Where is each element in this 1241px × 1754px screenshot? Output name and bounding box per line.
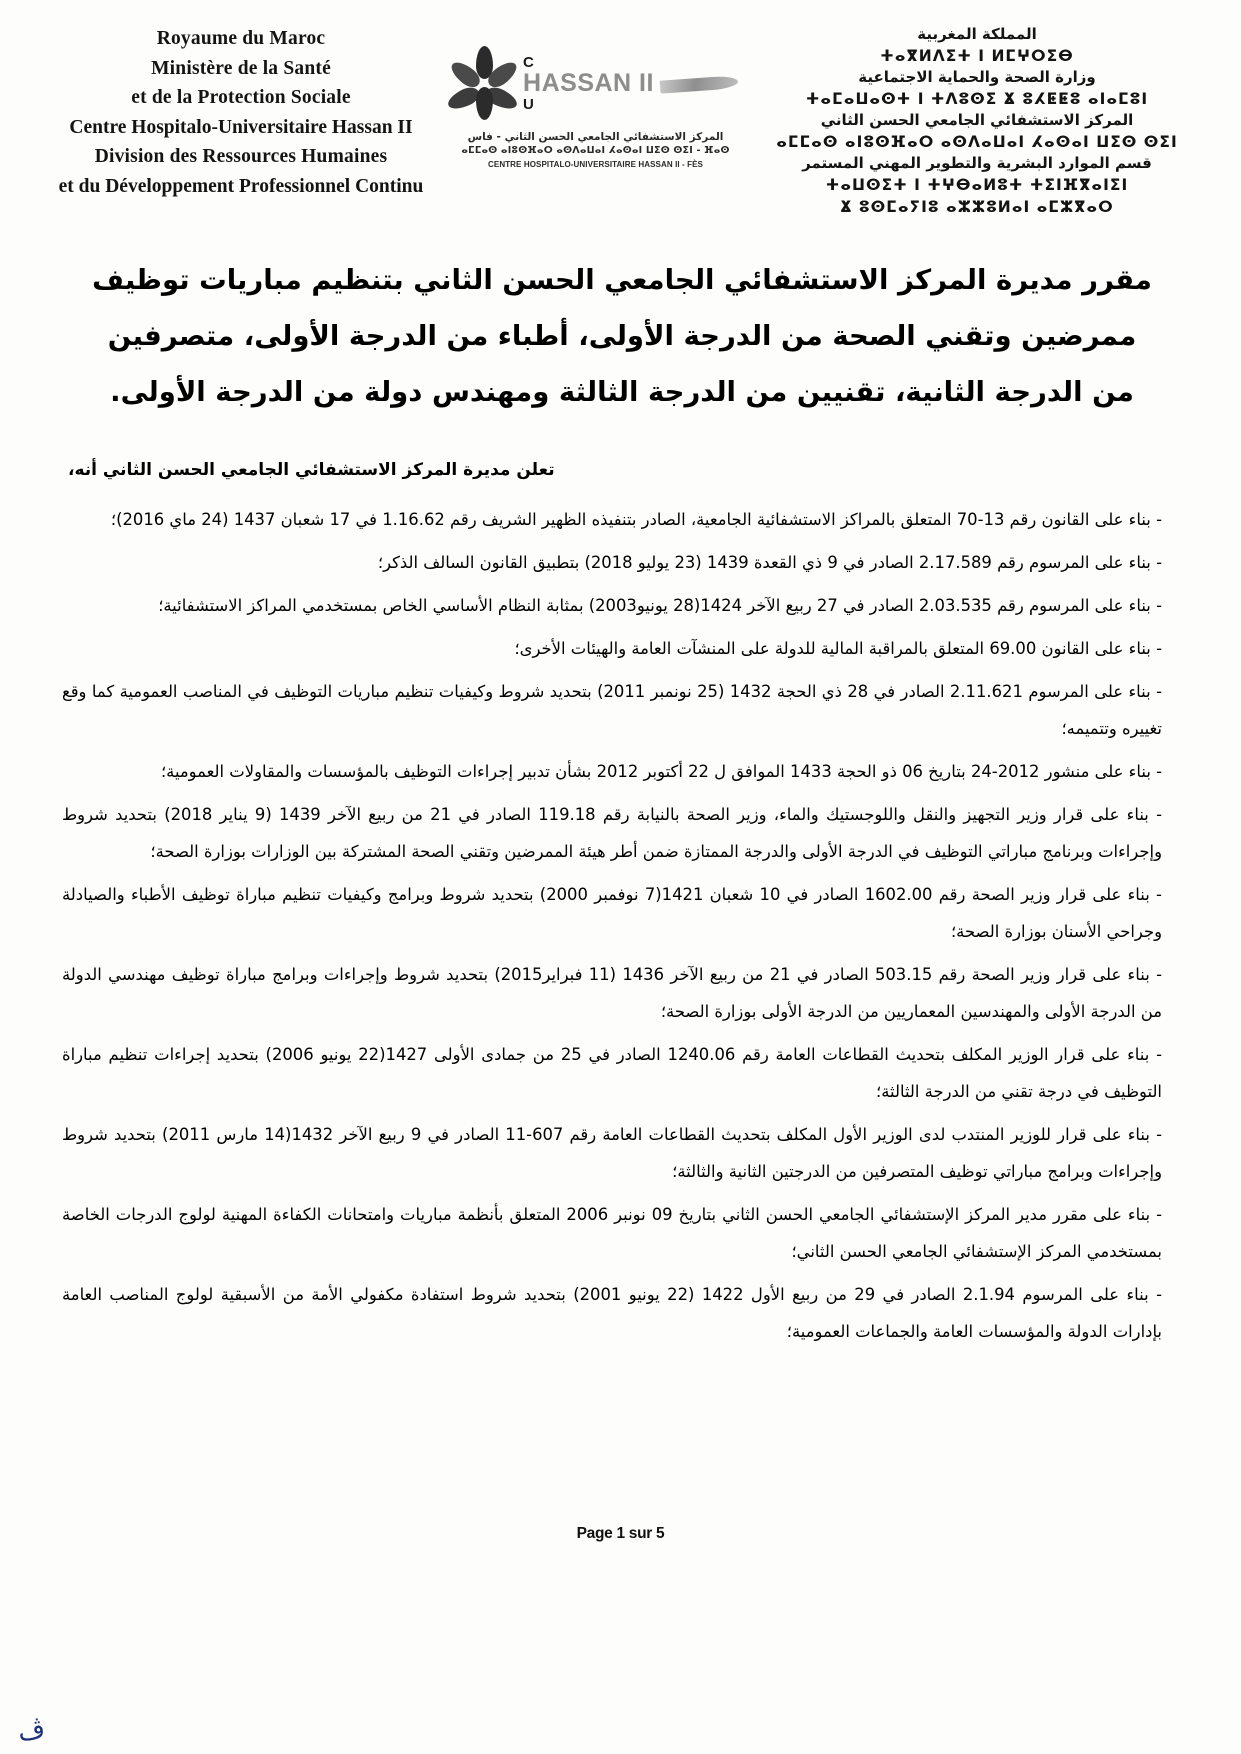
chu-logo [436,24,756,172]
clause-item: - بناء على قرار الوزير المكلف بتحديث القطاعات العامة رقم 1240.06 الصادر في 25 من جمادى الأولى 1427(22 يونيو 2006) بتحديد إجراءات تنظيم مباراة التوظيف في درجة تقني من الدرجة الثالثة؛ [62,1045,1162,1101]
document-header [0,24,1241,224]
clause-item: - بناء على المرسوم رقم 2.03.535 الصادر في 27 ربيع الآخر 1424(28 يونيو2003) بمثابة النظام الأساسي الخاص بمستخدمي المراكز الاستشفائية؛ [158,596,1162,615]
title-line-2: الصحة من الدرجة الأولى، أطباء من الدرجة الأولى، متصرفين من الدرجة الثانية، تقنيين من الدرجة [107,320,1134,408]
clause-item: - بناء على المرسوم 2.1.94 الصادر في 29 من ربيع الأول 1422 (22 يونيو 2001) بتحديد شروط استفادة مكفولي الأمة من الأسبقية لولوج المناصب العامة بإدارات الدولة والمؤسسات العامة والجماعات العمومية؛ [62,1285,1162,1341]
header-ar-line-5: المركز الاستشفائي الجامعي الحسن الثاني [820,111,1134,129]
logo-lockup [436,46,756,120]
header-arabic-block [761,24,1241,218]
logo-wordmark [523,55,654,112]
header-ar-line-1: المملكة المغربية [917,25,1037,43]
header-ar-line-2: ⵜⴰⴳⵍⴷⵉⵜ ⵏ ⵍⵎⵖⵔⵉⴱ [880,47,1074,65]
logo-caption-arabic: المركز الاستشفائي الجامعي الحسن الثاني - فاس [467,131,724,143]
title-line-1: مقرر مديرة المركز الاستشفائي الجامعي الحسن الثاني بتنظيم مباريات توظيف ممرضين وتقني [92,264,1152,352]
clause-item: - بناء على قرار للوزير المنتدب لدى الوزير الأول المكلف بتحديث القطاعات العامة رقم 607-11 الصادر في 9 ربيع الآخر 1432(14 مارس 2011) بتحديد شروط وإجراءات وبرامج مباراتي توظيف المتصرفين من الدرجتين الثانية والثالثة؛ [62,1125,1162,1181]
clause-item: - بناء على المرسوم 2.11.621 الصادر في 28 ذي الحجة 1432 (25 نونمبر 2011) بتحديد شروط وكيفيات تنظيم مباريات التوظيف في المناصب العمومية كما وقع تغييره وتتميمه؛ [62,682,1162,738]
clause-item: - بناء على مقرر مدير المركز الإستشفائي الجامعي الحسن الثاني بتاريخ 09 نونبر 2006 المتعلق بأنظمة مباريات وامتحانات الكفاءة المهنية لولوج الدرجات الخاصة بمستخدمي المركز الإستشفائي الجامعي الحسن الثاني؛ [62,1205,1162,1261]
logo-caption-french: CENTRE HOSPITALO-UNIVERSITAIRE HASSAN II - FÈS [488,160,703,169]
intro-paragraph: تعلن مديرة المركز الاستشفائي الجامعي الحسن الثاني أنه، [68,460,555,480]
logo-hassan-text: HASSAN II [523,68,654,97]
header-fr-line-2: Ministère de la Santé [151,57,331,79]
logo-letter-u: U [523,95,534,113]
header-fr-line-1: Royaume du Maroc [156,28,326,49]
document-body [62,455,1162,1350]
header-ar-line-7: قسم الموارد البشرية والتطوير المهني المستمر [802,154,1152,172]
header-ar-line-4: ⵜⴰⵎⴰⵡⴰⵙⵜ ⵏ ⵜⴷⵓⵙⵉ ⴴ ⵓⵃⵟⵟⵓ ⴰⵏⴰⵎⵓⵏ [805,90,1149,108]
header-fr-line-4: Centre Hospitalo-Universitaire Hassan II [69,116,413,138]
clause-item: - بناء على قرار وزير الصحة رقم 1602.00 الصادر في 10 شعبان 1421(7 نوفمبر 2000) بتحديد شروط وبرامج وكيفيات تنظيم مباراة توظيف الأطباء والصيادلة وجراحي الأسنان بوزارة الصحة؛ [62,885,1162,941]
title-line-3: الثالثة ومهندس دولة من الدرجة الأولى. [110,376,639,408]
clause-item: - بناء على القانون رقم 13-70 المتعلق بالمراكز الاستشفائية الجامعية، الصادر بتنفيذه الظهير الشريف رقم 1.16.62 في 17 شعبان 1437 (24 ماي 2016)؛ [110,510,1162,529]
page-title [86,252,1158,420]
clause-item: - بناء على القانون 69.00 المتعلق بالمراقبة المالية للدولة على المنشآت العامة والهيئات الأخرى؛ [514,639,1162,658]
header-ar-line-3: وزارة الصحة والحماية الاجتماعية [858,68,1096,86]
flower-icon [453,46,517,120]
clause-item: - بناء على المرسوم رقم 2.17.589 الصادر في 9 ذي القعدة 1439 (23 يوليو 2018) بتطبيق القانون السالف الذكر؛ [377,553,1162,572]
header-french-block [0,24,430,201]
header-ar-line-8: ⵜⴰⵡⵙⵉⵜ ⵏ ⵜⵖⴱⴰⵍⵓⵜ ⵜⵉⵏⴼⴳⴰⵏⵉⵏ [825,176,1129,194]
header-ar-line-9: ⴴ ⵓⵙⵎⴰⵢⵏⵓ ⴰⵣⵣⵓⵍⴰⵏ ⴰⵎⵣⴳⴰⵔ [840,198,1114,216]
header-fr-line-3: et de la Protection Sociale [131,87,351,108]
logo-letter-c: C [523,53,534,71]
clause-item: - بناء على منشور 2012-24 بتاريخ 06 ذو الحجة 1433 الموافق ل 22 أكتوبر 2012 بشأن تدبير إجراءات التوظيف بالمؤسسات والمقاولات العمومية؛ [160,762,1162,781]
clause-item: - بناء على قرار وزير الصحة رقم 503.15 الصادر في 21 من ربيع الآخر 1436 (11 فبراير2015) بتحديد شروط وإجراءات وبرامج مباراة توظيف مهندسي الدولة من الدرجة الأولى والمهندسين المعماريين من الدرجة الأولى بوزارة الصحة؛ [62,965,1162,1021]
clause-item: - بناء على قرار وزير التجهيز والنقل واللوجستيك والماء، وزير الصحة بالنيابة رقم 119.18 الصادر في 21 من ربيع الآخر 1439 (9 يناير 2018) بتحديد شروط وإجراءات وبرنامج مباراتي التوظيف في الدرجة الأولى والدرجة الممتازة ضمن أطر هيئة الممرضين وتقني الصحة المشتركة بين الوزارات بوزارة الصحة؛ [62,805,1162,861]
header-fr-line-6: et du Développement Professionnel Continu [58,175,424,197]
header-fr-line-5: Division des Ressources Humaines [94,146,388,167]
logo-caption-tifinagh: ⴰⵎⵎⴰⵙ ⴰⵏⵓⵙⴼⴰⵔ ⴰⵙⴷⴰⵡⴰⵏ ⵃⴰⵙⴰⵏ ⵡⵉⵙ ⵙⵉⵏ - ⴼⴰⵙ [461,145,730,156]
page-footer: Page 1 sur 5 [576,1525,665,1542]
ink-signature-mark: ﭪ [16,1714,47,1748]
logo-swoosh-icon [660,75,739,93]
header-ar-line-6: ⴰⵎⵎⴰⵙ ⴰⵏⵓⵙⴼⴰⵔ ⴰⵙⴷⴰⵡⴰⵏ ⵃⴰⵙⴰⵏ ⵡⵉⵙ ⵙⵉⵏ [776,133,1178,151]
logo-caption [436,130,756,172]
